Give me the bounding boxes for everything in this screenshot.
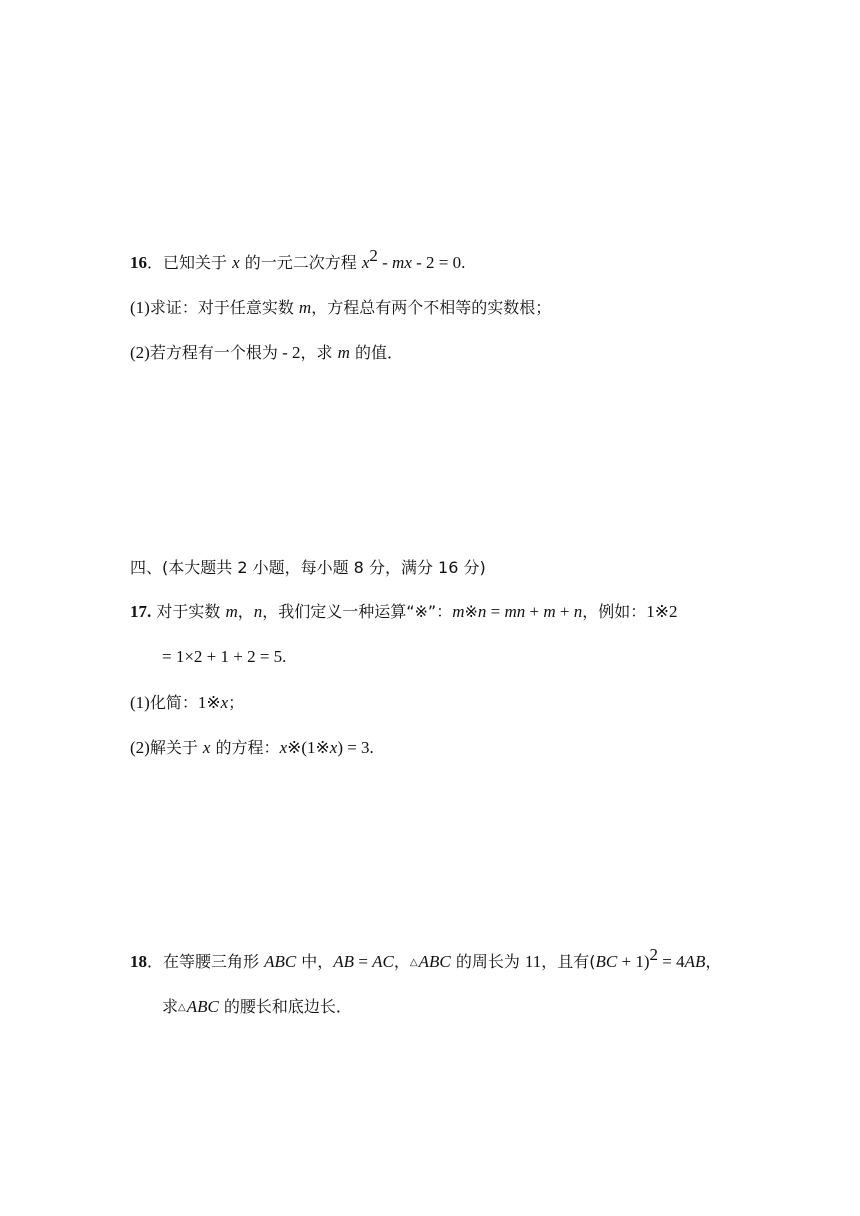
- q16-number: 16: [130, 253, 147, 272]
- triangle-symbol: △: [178, 1002, 186, 1013]
- q18-number: 18: [130, 952, 147, 971]
- triangle-symbol: △: [409, 957, 418, 968]
- q16-part2: (2)若方程有一个根为 - 2，求 m 的值．: [130, 343, 403, 362]
- q16-stem: 16．已知关于 x 的一元二次方程 $x^2$ - mx - 2 = 0.: [130, 245, 466, 272]
- q17-stem: 17. 对于实数 m，n，我们定义一种运算“※”：m※n = mn + m + n，例如：1※2: [130, 602, 678, 621]
- q17-part2: (2)解关于 x 的方程：x※(1※x) = 3.: [130, 738, 374, 757]
- q16-part1: (1)求证：对于任意实数 m，方程总有两个不相等的实数根；: [130, 298, 552, 317]
- section-heading: 四、(本大题共 2 小题，每小题 8 分，满分 16 分): [130, 558, 486, 577]
- q17-number: 17.: [130, 602, 152, 621]
- q18-stem: 18．在等腰三角形 ABC 中，AB = AC，△ABC 的周长为 11，且有(BC + 1)$^2$ = 4AB，: [130, 944, 722, 971]
- q18-line2: 求△ABC 的腰长和底边长．: [162, 997, 352, 1016]
- q17-part1: (1)化简：1※x；: [130, 693, 245, 712]
- q17-stem-continued: = 1×2 + 1 + 2 = 5.: [162, 647, 287, 666]
